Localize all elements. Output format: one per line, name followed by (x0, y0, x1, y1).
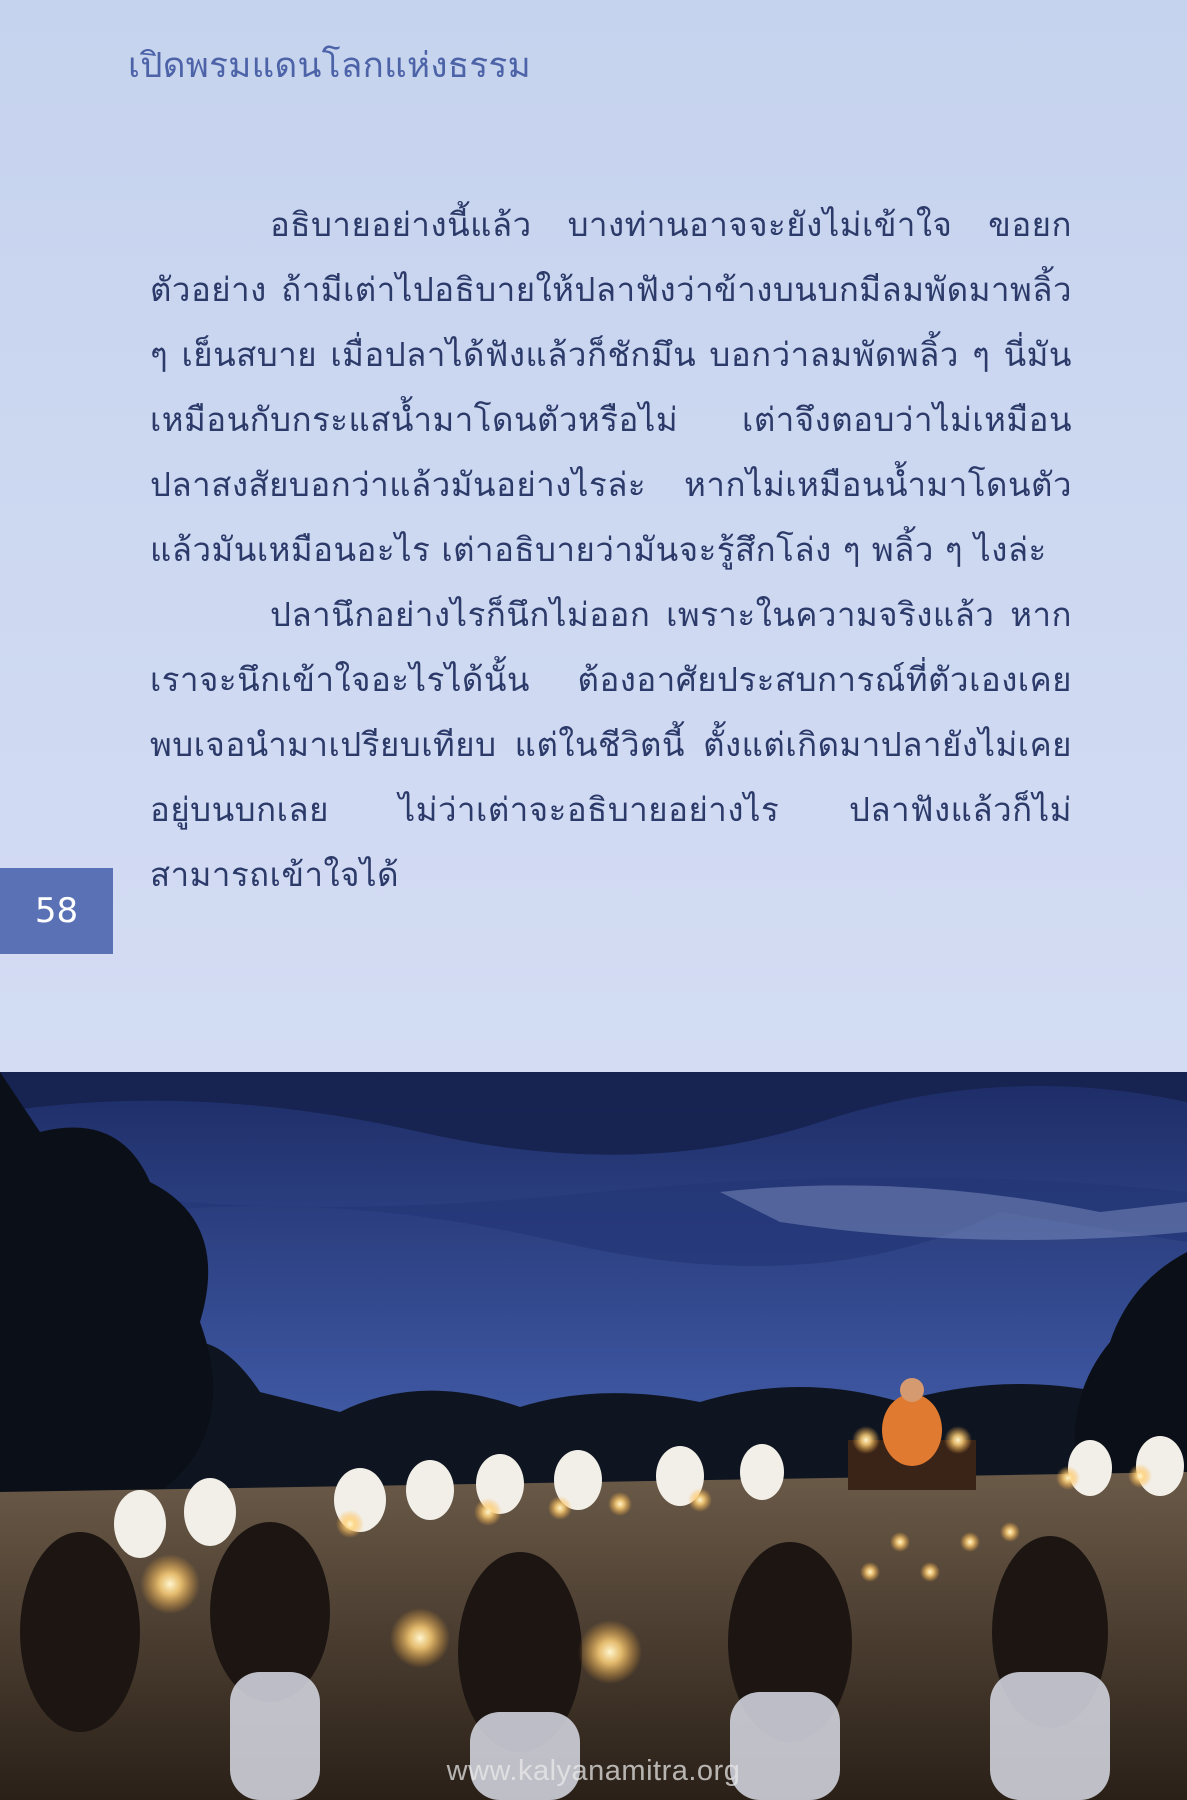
paragraph-1: อธิบายอย่างนี้แล้ว บางท่านอาจจะยังไม่เข้าใจ ขอยกตัวอย่าง ถ้ามีเต่าไปอธิบายให้ปลาฟังว่าข้างบนบกมีลมพัดมาพลิ้ว ๆ เย็นสบาย เมื่อปลาได้ฟังแล้วก็ชักมึน บอกว่าลมพัดพลิ้ว ๆ นี่มันเหมือนกับกระแสน้ำมาโดนตัวหรือไม่ เต่าจึงตอบว่าไม่เหมือน ปลาสงสัยบอกว่าแล้วมันอย่างไรล่ะ หากไม่เหมือนน้ำมาโดนตัวแล้วมันเหมือนอะไร เต่าอธิบายว่ามันจะรู้สึกโล่ง ๆ พลิ้ว ๆ ไงล่ะ (150, 205, 1072, 569)
running-title: เปิดพรมแดนโลกแห่งธรรม (128, 46, 531, 86)
page-number: 58 (34, 891, 79, 931)
watermark: www.kalyanamitra.org (446, 1755, 741, 1787)
page-number-tab (0, 868, 113, 954)
evening-meditation-photo-icon (0, 1072, 1187, 1800)
paragraph-2: ปลานึกอย่างไรก็นึกไม่ออก เพราะในความจริงแล้ว หากเราจะนึกเข้าใจอะไรได้นั้น ต้องอาศัยประสบการณ์ที่ตัวเองเคยพบเจอนำมาเปรียบเทียบ แต่ในชีวิตนี้ ตั้งแต่เกิดมาปลายังไม่เคยอยู่บนบกเลย ไม่ว่าเต่าจะอธิบายอย่างไร ปลาฟังแล้วก็ไม่สามารถเข้าใจได้ (150, 595, 1072, 894)
body-text (150, 192, 1072, 907)
meditation-photo (0, 1072, 1187, 1800)
